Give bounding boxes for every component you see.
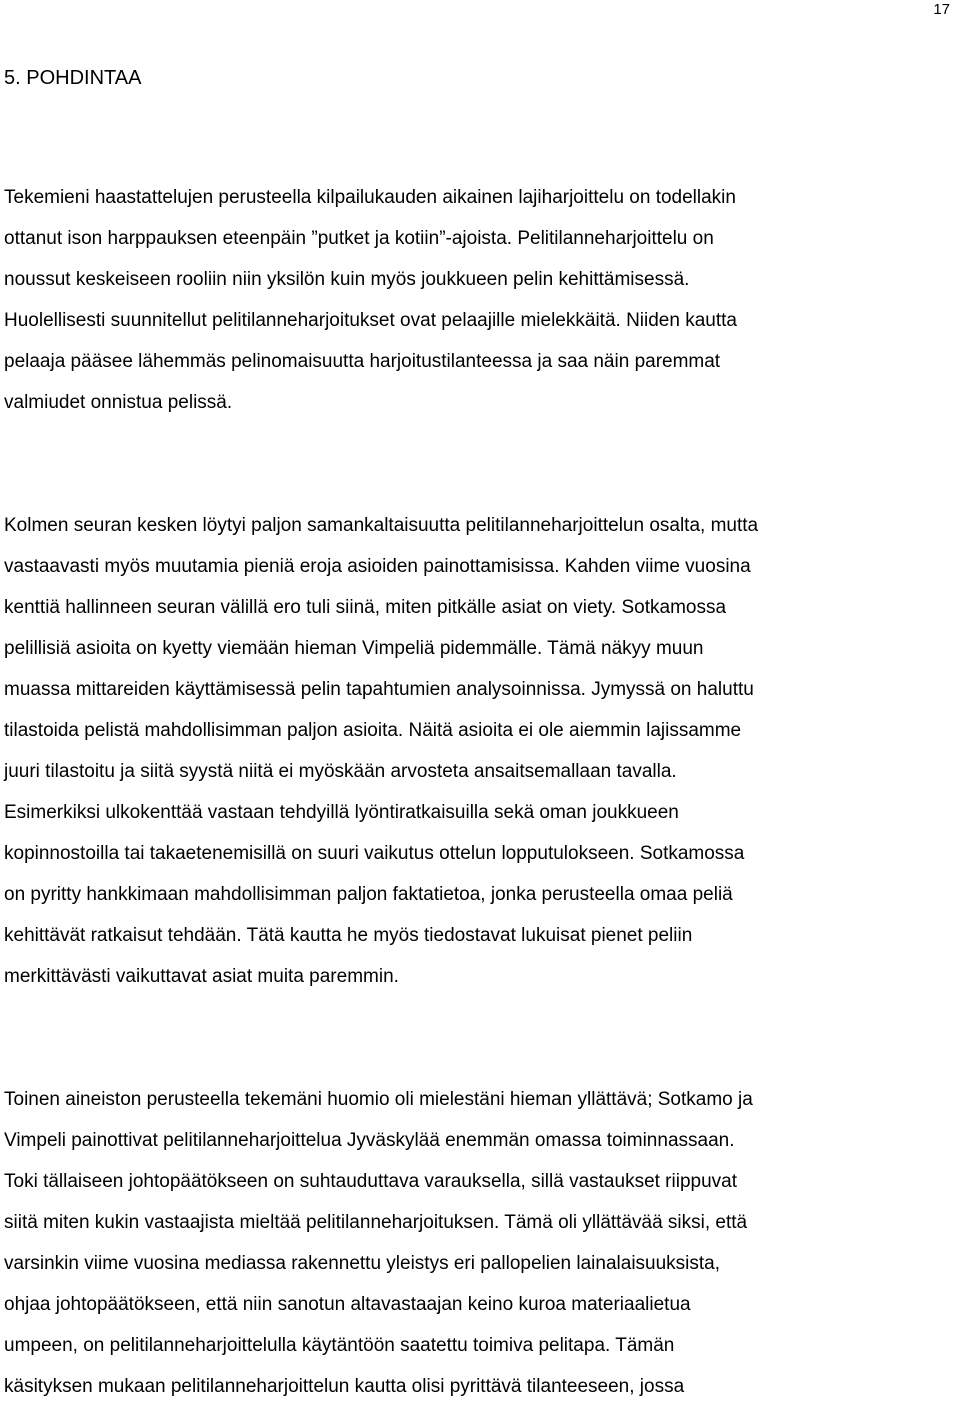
paragraph-line: Tekemieni haastattelujen perusteella kilpailukauden aikainen lajiharjoittelu on todellakin xyxy=(4,187,736,208)
paragraph-line: Huolellisesti suunnitellut pelitilanneharjoitukset ovat pelaajille mielekkäitä. Niiden kautta xyxy=(4,310,737,331)
paragraph-2 xyxy=(4,505,956,997)
paragraph-line: merkittävästi vaikuttavat asiat muita paremmin. xyxy=(4,966,399,987)
paragraph-line: tilastoida pelistä mahdollisimman paljon asioita. Näitä asioita ei ole aiemmin lajissamme xyxy=(4,720,742,741)
paragraph-line: noussut keskeiseen rooliin niin yksilön kuin myös joukkueen pelin kehittämisessä. xyxy=(4,269,690,290)
paragraph-1 xyxy=(4,177,956,423)
paragraph-3 xyxy=(4,1079,956,1407)
paragraph-line: kenttiä hallinneen seuran välillä ero tuli siinä, miten pitkälle asiat on viety. Sotkamossa xyxy=(4,597,727,618)
page-number: 17 xyxy=(933,1,950,18)
paragraph-line: umpeen, on pelitilanneharjoittelulla käytäntöön saatettu toimiva pelitapa. Tämän xyxy=(4,1335,675,1356)
paragraph-line: Esimerkiksi ulkokenttää vastaan tehdyillä lyöntiratkaisuilla sekä oman joukkueen xyxy=(4,802,679,823)
paragraph-line: varsinkin viime vuosina mediassa rakennettu yleistys eri pallopelien lainalaisuuksista, xyxy=(4,1253,721,1274)
paragraph-line: kopinnostoilla tai takaetenemisillä on suuri vaikutus ottelun lopputulokseen. Sotkamossa xyxy=(4,843,745,864)
paragraph-line: juuri tilastoitu ja siitä syystä niitä ei myöskään arvosteta ansaitsemallaan tavalla. xyxy=(4,761,677,782)
paragraph-line: vastaavasti myös muutamia pieniä eroja asioiden painottamisissa. Kahden viime vuosina xyxy=(4,556,751,577)
paragraph-line: muassa mittareiden käyttämisessä pelin tapahtumien analysoinnissa. Jymyssä on haluttu xyxy=(4,679,754,700)
paragraph-line: pelaaja pääsee lähemmäs pelinomaisuutta harjoitustilanteessa ja saa näin paremmat xyxy=(4,351,721,372)
paragraph-line: Vimpeli painottivat pelitilanneharjoittelua Jyväskylää enemmän omassa toiminnassaan. xyxy=(4,1130,735,1151)
paragraph-line: Toki tällaiseen johtopäätökseen on suhtauduttava varauksella, sillä vastaukset riippuvat xyxy=(4,1171,738,1192)
paragraph-line: siitä miten kukin vastaajista mieltää pelitilanneharjoituksen. Tämä oli yllättävää siksi, että xyxy=(4,1212,748,1233)
paragraph-line: ottanut ison harppauksen eteenpäin ”putket ja kotiin”-ajoista. Pelitilanneharjoittelu on xyxy=(4,228,714,249)
paragraph-line: Toinen aineiston perusteella tekemäni huomio oli mielestäni hieman yllättävä; Sotkamo ja xyxy=(4,1089,753,1110)
paragraph-line: on pyritty hankkimaan mahdollisimman paljon faktatietoa, jonka perusteella omaa peliä xyxy=(4,884,733,905)
paragraph-line: valmiudet onnistua pelissä. xyxy=(4,392,233,413)
paragraph-line: ohjaa johtopäätökseen, että niin sanotun altavastaajan keino kuroa materiaalietua xyxy=(4,1294,691,1315)
paragraph-line: Kolmen seuran kesken löytyi paljon samankaltaisuutta pelitilanneharjoittelun osalta, mutta xyxy=(4,515,759,536)
paragraph-line: pelillisiä asioita on kyetty viemään hieman Vimpeliä pidemmälle. Tämä näkyy muun xyxy=(4,638,704,659)
paragraph-line: käsityksen mukaan pelitilanneharjoittelun kautta olisi pyrittävä tilanteeseen, jossa xyxy=(4,1376,685,1397)
paragraph-line: kehittävät ratkaisut tehdään. Tätä kautta he myös tiedostavat lukuisat pienet peliin xyxy=(4,925,693,946)
section-heading: 5. POHDINTAA xyxy=(4,67,142,89)
